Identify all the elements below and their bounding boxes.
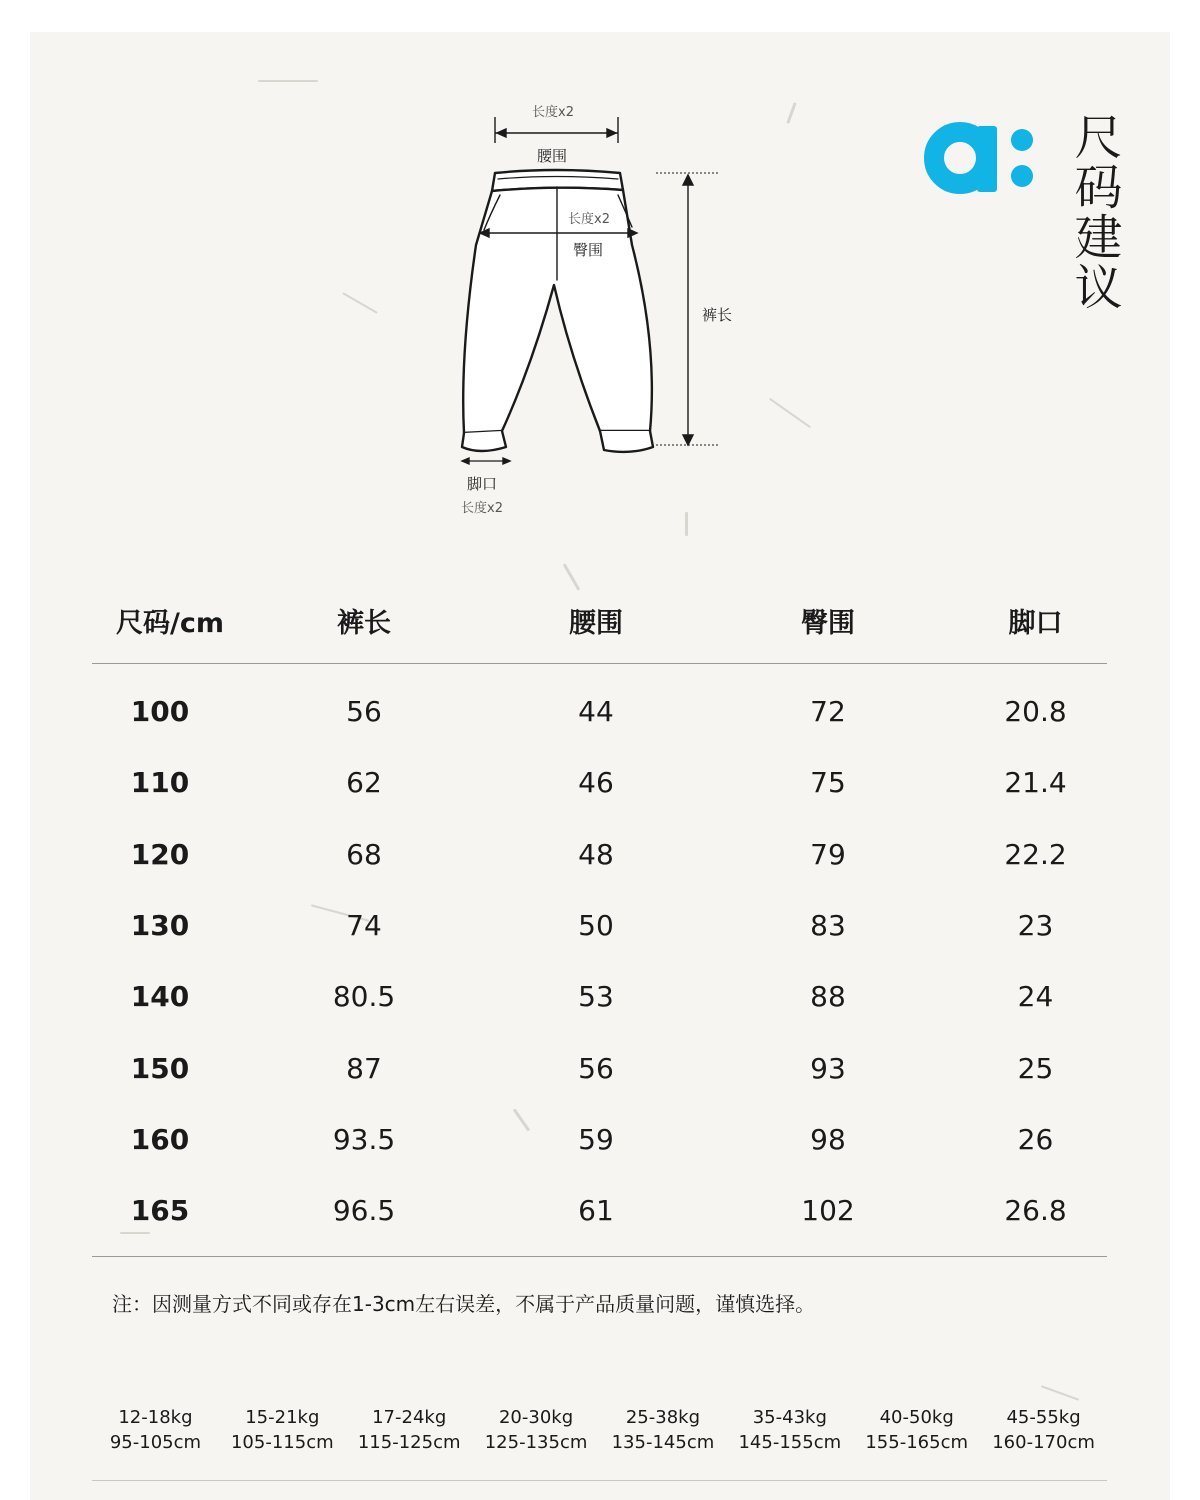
pants-length-cell: 68: [346, 837, 382, 871]
waist-cell: 56: [578, 1051, 614, 1085]
size-cell: 160: [130, 1122, 190, 1156]
reference-weight: 40-50kg: [879, 1407, 954, 1428]
reference-height: 105-115cm: [230, 1432, 334, 1453]
reference-item: [600, 1405, 727, 1455]
reference-weight: 45-55kg: [1006, 1407, 1081, 1428]
reference-item: [980, 1405, 1107, 1455]
pants-length-cell: 93.5: [332, 1122, 396, 1156]
waist-length-note: 长度x2: [532, 105, 574, 120]
cuff-cell: 26.8: [1004, 1194, 1067, 1228]
pants-length-cell: 96.5: [332, 1194, 396, 1228]
reference-height: 160-170cm: [992, 1432, 1095, 1453]
hip-cell: 88: [810, 980, 846, 1014]
table-row: [92, 1175, 1107, 1246]
reference-weight: 15-21kg: [245, 1407, 320, 1428]
measurement-note: 注：因测量方式不同或存在1-3cm左右误差，不属于产品质量问题，谨慎选择。: [112, 1292, 816, 1316]
brand-logo-icon: [922, 118, 1036, 200]
table-row: [92, 1032, 1107, 1103]
pants-measurement-diagram: [440, 95, 760, 525]
waist-cell: 59: [578, 1122, 614, 1156]
reference-height: 145-155cm: [738, 1432, 842, 1453]
cuff-cell: 22.2: [1004, 837, 1067, 871]
table-row: [92, 961, 1107, 1032]
hip-cell: 98: [810, 1122, 846, 1156]
waist-cell: 46: [578, 766, 614, 800]
cuff-cell: 25: [1017, 1051, 1054, 1085]
waist-cell: 50: [578, 909, 614, 943]
table-body: [92, 664, 1107, 1256]
reference-weight: 25-38kg: [625, 1407, 701, 1428]
hip-cell: 79: [810, 837, 846, 871]
header-cuff: 脚口: [1008, 607, 1063, 639]
bottom-divider: [92, 1480, 1107, 1481]
size-cell: 110: [130, 766, 190, 800]
header-waist: 腰围: [569, 607, 623, 639]
size-table: [92, 590, 1107, 1257]
hip-length-note: 长度x2: [568, 212, 610, 227]
header-pants-length: 裤长: [337, 607, 391, 639]
pants-length-cell: 74: [346, 909, 382, 943]
reference-item: [473, 1405, 600, 1455]
pants-length-cell: 62: [346, 766, 382, 800]
reference-height: 135-145cm: [611, 1432, 715, 1453]
table-header-row: [92, 590, 1107, 650]
weight-height-reference: [92, 1405, 1107, 1455]
reference-weight: 35-43kg: [752, 1407, 827, 1428]
reference-weight: 20-30kg: [498, 1407, 574, 1428]
size-cell: 150: [130, 1051, 190, 1085]
cuff-cell: 26: [1017, 1122, 1054, 1156]
hip-cell: 83: [810, 909, 846, 943]
pants-length-cell: 87: [346, 1051, 382, 1085]
reference-item: [726, 1405, 853, 1455]
cuff-length-note: 长度x2: [461, 501, 503, 516]
size-cell: 165: [130, 1194, 190, 1228]
size-cell: 140: [130, 980, 190, 1014]
table-row: [92, 890, 1107, 961]
table-row: [92, 747, 1107, 818]
reference-height: 95-105cm: [109, 1432, 202, 1453]
pants-length-cell: 56: [346, 695, 382, 729]
hip-label: 臀围: [573, 241, 604, 259]
hip-cell: 72: [810, 695, 846, 729]
cuff-label: 脚口: [467, 475, 498, 493]
table-row: [92, 819, 1107, 890]
cuff-cell: 23: [1017, 909, 1054, 943]
table-row: [92, 676, 1107, 747]
reference-item: [92, 1405, 219, 1455]
pants-length-cell: 80.5: [332, 980, 396, 1014]
waist-cell: 53: [578, 980, 614, 1014]
reference-item: [219, 1405, 346, 1455]
hip-cell: 75: [810, 766, 846, 800]
reference-item: [853, 1405, 980, 1455]
reference-weight: 17-24kg: [372, 1407, 447, 1428]
reference-height: 155-165cm: [865, 1432, 968, 1453]
cuff-cell: 24: [1017, 980, 1054, 1014]
cuff-cell: 21.4: [1004, 766, 1067, 800]
size-advice-title: 尺码建议: [1066, 112, 1122, 312]
hip-cell: 102: [801, 1194, 855, 1228]
waist-cell: 61: [578, 1194, 614, 1228]
waist-cell: 48: [578, 837, 614, 871]
reference-height: 115-125cm: [357, 1432, 461, 1453]
cuff-cell: 20.8: [1004, 695, 1067, 729]
size-cell: 130: [130, 909, 190, 943]
table-bottom-divider: [92, 1256, 1107, 1257]
waist-label: 腰围: [537, 147, 568, 165]
waist-cell: 44: [578, 695, 614, 729]
size-cell: 120: [130, 837, 190, 871]
header-size: 尺码/cm: [116, 607, 224, 639]
header-hip: 臀围: [801, 607, 855, 639]
reference-item: [346, 1405, 473, 1455]
hip-cell: 93: [810, 1051, 846, 1085]
table-row: [92, 1104, 1107, 1175]
reference-height: 125-135cm: [484, 1432, 588, 1453]
size-cell: 100: [130, 695, 190, 729]
pants-length-label: 裤长: [702, 306, 733, 324]
reference-weight: 12-18kg: [118, 1407, 193, 1428]
